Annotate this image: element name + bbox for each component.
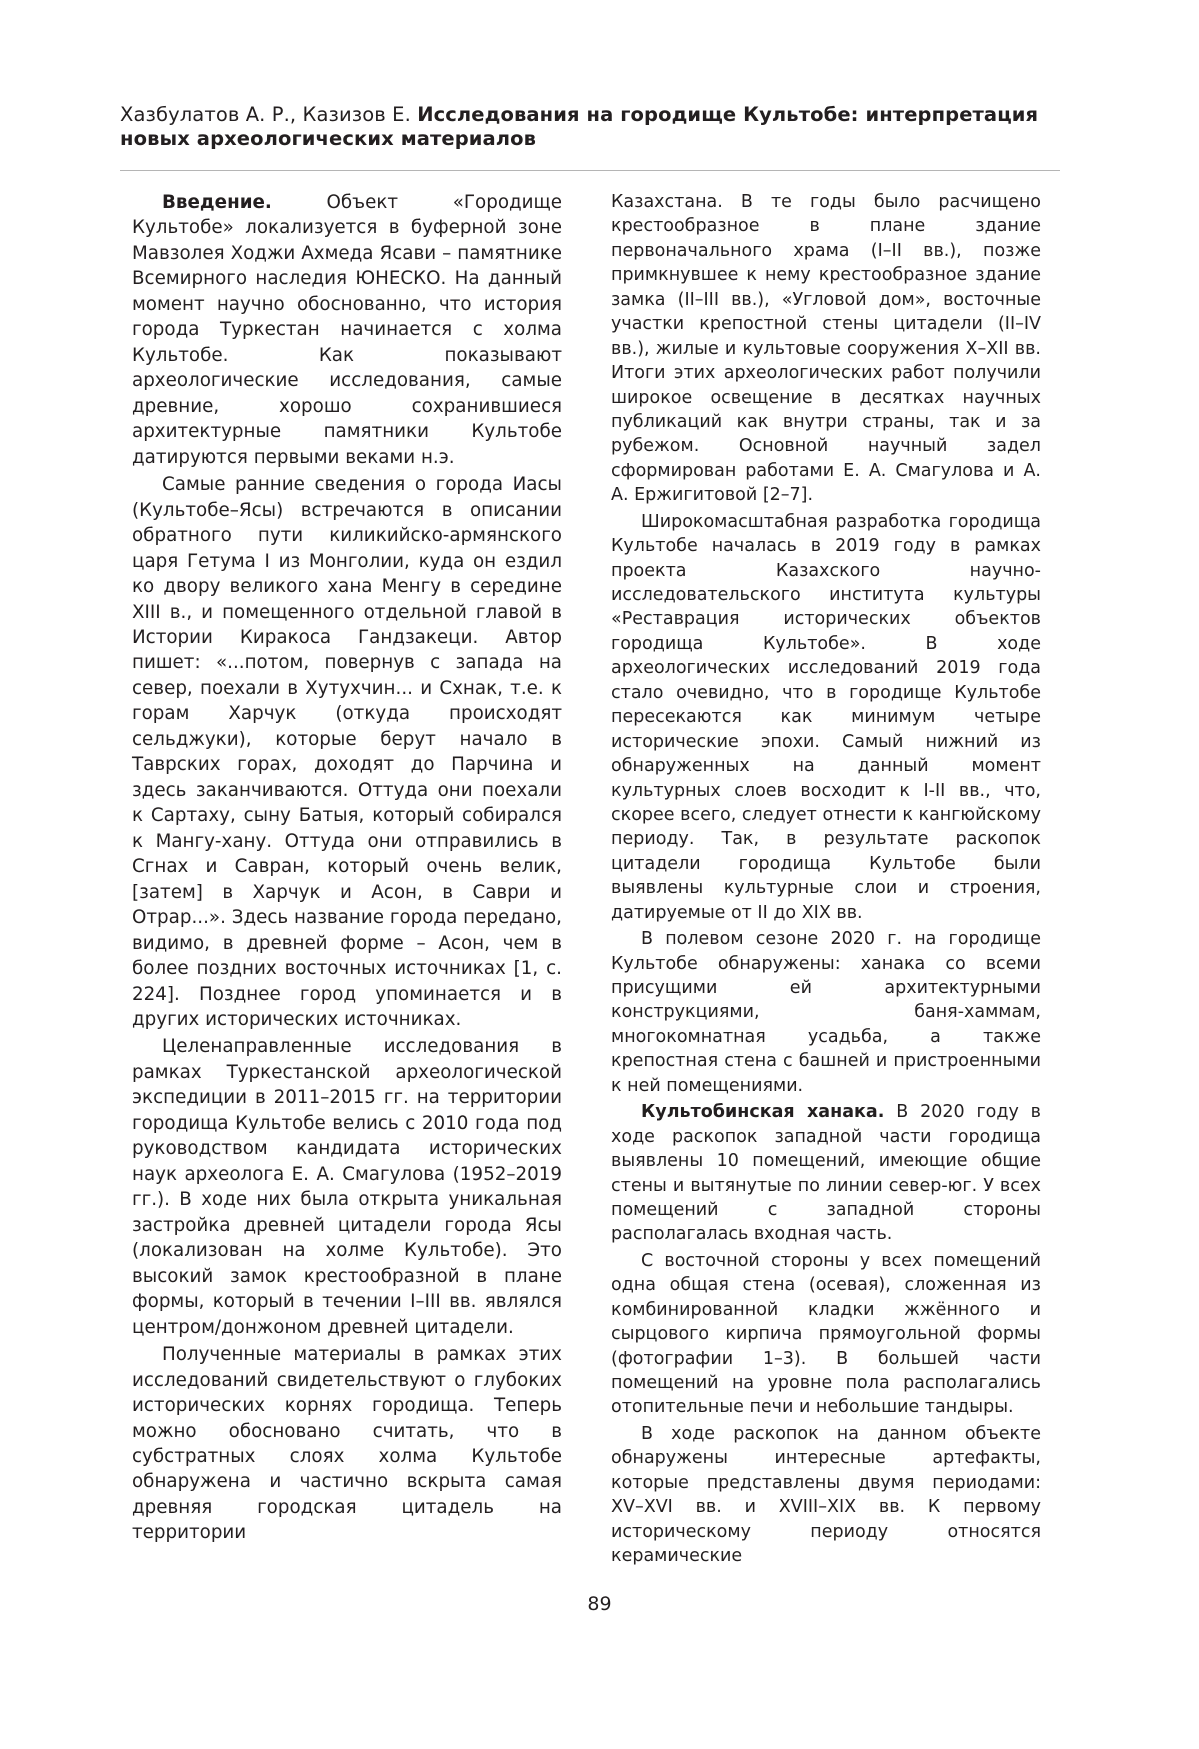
paragraph-text: Объект «Городище Культобе» локализуется в буферной зоне Мавзолея Ходжи Ахмеда Ясави – памятнике Всемирного наследия ЮНЕСКО. На данный момент научно обоснованно, что история города Туркестан начинается с холма Культобе. Как показывают археологические исследования, самые древние, хорошо сохранившиеся архитектурные памятники Культобе датируются первыми веками н.э. <box>132 192 562 468</box>
paragraph-text: В 2020 году в ходе раскопок западной части городища выявлены 10 помещений, имеющие общие стены и вытянутые по линии север-юг. У всех помещений с западной стороны располагалась входная часть. <box>611 1102 1041 1245</box>
paragraph-text: Широкомасштабная разработка городища Культобе началась в 2019 году в рамках проекта Казахского научно-исследовательского института культуры «Реставрация исторических объектов городища Культобе». В ходе археологических исследований 2019 года стало очевидно, что в городище Культобе пересекаются как минимум четыре исторические эпохи. Самый нижний из обнаруженных на данный момент культурных слоев восходит к I-II вв., что, скорее всего, следует отнести к кангюйскому периоду. Так, в результате раскопок цитадели городища Культобе были выявлены культурные слои и строения, датируемые от II до XIX вв. <box>611 511 1041 923</box>
paragraph-expedition <box>132 1034 562 1340</box>
paragraph-introduction <box>132 190 562 470</box>
running-header <box>120 103 1060 151</box>
paragraph-text: Самые ранние сведения о города Иасы (Культобе–Ясы) встречаются в описании обратного пути киликийско-армянского царя Гетума I из Монголии, куда он ездил ко двору великого хана Менгу в середине XIII в., и помещенного отдельной главой в Истории Киракоса Гандзакеци. Автор пишет: «...потом, повернув с запада на север, поехали в Хутухчин... и Схнак, т.е. к горам Харчук (откуда происходят сельджуки), которые берут начало в Таврских горах, доходят до Парчина и здесь заканчиваются. Оттуда они поехали к Сартаху, сыну Батыя, который собирался к Мангу-хану. Оттуда они отправились в Сгнах и Савран, который очень велик, [затем] в Харчук и Асон, в Саври и Отрар...». Здесь название города передано, видимо, в древней форме – Асон, чем в более поздних восточных источниках [1, с. 224]. Позднее город упоминается и в других исторических источниках. <box>132 474 562 1030</box>
header-divider <box>120 170 1060 171</box>
header-authors: Хазбулатов А. Р., Казизов Е. <box>120 103 411 126</box>
header-title: Исследования на городище Культобе: интерпретация новых археологических материалов <box>120 103 1039 150</box>
paragraph-field-season <box>611 927 1041 1098</box>
paragraph-text: Казахстана. В те годы было расчищено крестообразное в плане здание первоначального храма (I–II вв.), позже примкнувшее к нему крестообразное здание замка (II–III вв.), «Угловой дом», восточные участки крепостной стены цитадели (II–IV вв.), жилые и культовые сооружения X–XII вв. Итоги этих археологических работ получили широкое освещение в десятках научных публикаций как внутри страны, так и за рубежом. Основной научный задел сформирован работами Е. А. Смагулова и А. А. Ержигитовой [2–7]. <box>611 192 1041 506</box>
paragraph-lead: Введение. <box>162 192 272 213</box>
paragraph-lead: Культобинская ханака. <box>641 1102 885 1123</box>
paragraph-text: Целенаправленные исследования в рамках Туркестанской археологической экспедиции в 2011–2015 гг. на территории городища Культобе велись с 2010 года под руководством кандидата исторических наук археолога Е. А. Смагулова (1952–2019 гг.). В ходе них была открыта уникальная застройка древней цитадели города Ясы (локализован на холме Культобе). Это высокий замок крестообразной в плане формы, который в течении I–III вв. являлся центром/донжоном древней цитадели. <box>132 1036 562 1338</box>
page-number: 89 <box>587 1593 612 1615</box>
paragraph-materials <box>132 1342 562 1546</box>
paragraph-text: В полевом сезоне 2020 г. на городище Культобе обнаружены: ханака со всеми присущими ей архитектурными конструкциями, баня-хаммам, многокомнатная усадьба, а также крепостная стена с башней и пристроенными к ней помещениями. <box>611 929 1041 1096</box>
paragraph-earliest-sources <box>132 472 562 1032</box>
paragraph-khanaka <box>611 1100 1041 1247</box>
paragraph-artifacts <box>611 1422 1041 1569</box>
paragraph-eastern-wall <box>611 1249 1041 1420</box>
paragraph-large-scale <box>611 510 1041 925</box>
paragraph-continued <box>611 190 1041 508</box>
paragraph-text: В ходе раскопок на данном объекте обнаружены интересные артефакты, которые представлены двумя периодами: XV–XVI вв. и XVIII–XIX вв. К первому историческому периоду относятся керамические <box>611 1423 1041 1567</box>
right-column <box>611 190 1041 1571</box>
left-column <box>132 190 562 1548</box>
paragraph-text: С восточной стороны у всех помещений одна общая стена (осевая), сложенная из комбинированной кладки жжённого и сырцового кирпича прямоугольной формы (фотографии 1–3). В большей части помещений на уровне пола располагались отопительные печи и небольшие тандыры. <box>611 1250 1041 1418</box>
paragraph-text: Полученные материалы в рамках этих исследований свидетельствуют о глубоких исторических корнях городища. Теперь можно обосновано считать, что в субстратных слоях холма Культобе обнаружена и частично вскрыта самая древняя городская цитадель на территории <box>132 1344 562 1544</box>
